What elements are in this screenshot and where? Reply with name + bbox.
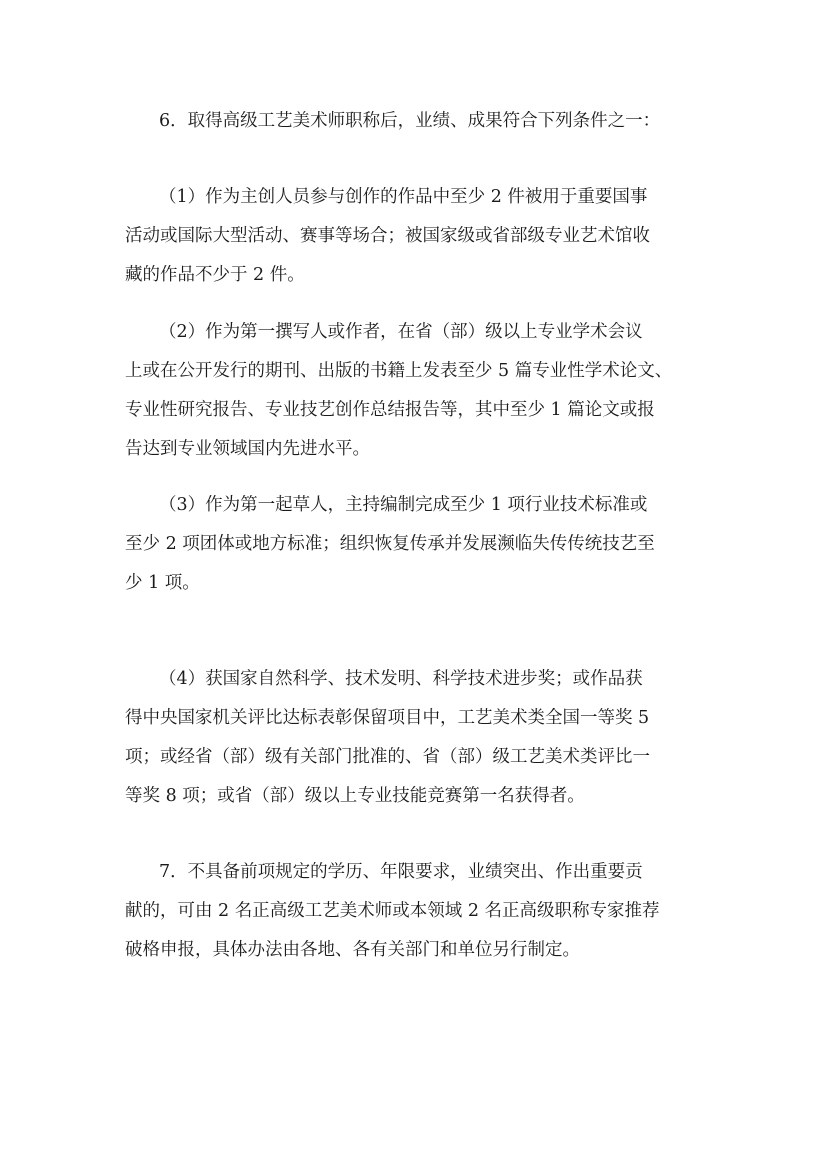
paragraph-item-6-1: [125, 178, 725, 295]
paragraph-item-6-4: [125, 660, 725, 816]
text-line: 得中央国家机关评比达标表彰保留项目中，工艺美术类全国一等奖 5: [125, 708, 650, 728]
text-line: （2）作为第一撰写人或作者，在省（部）级以上专业学术会议: [159, 322, 643, 342]
text-line: 献的，可由 2 名正高级工艺美术师或本领域 2 名正高级职称专家推荐: [125, 901, 660, 921]
text-line: 活动或国际大型活动、赛事等场合；被国家级或省部级专业艺术馆收: [125, 226, 650, 246]
text-line: 藏的作品不少于 2 件。: [125, 265, 305, 285]
text-line: 破格申报，具体办法由各地、各有关部门和单位另行制定。: [125, 940, 580, 960]
text-line: （4）获国家自然科学、技术发明、科学技术进步奖；或作品获: [159, 669, 643, 689]
text-line: （3）作为第一起草人，主持编制完成至少 1 项行业技术标准或: [159, 495, 648, 515]
paragraph-item-7: [125, 853, 725, 970]
text-line: （1）作为主创人员参与创作的作品中至少 2 件被用于重要国事: [159, 187, 648, 207]
text-line: 7．不具备前项规定的学历、年限要求，业绩突出、作出重要贡: [159, 862, 643, 882]
text-line: 至少 2 项团体或地方标准；组织恢复传承并发展濒临失传传统技艺至: [125, 534, 655, 554]
text-line: 告达到专业领域国内先进水平。: [125, 439, 370, 459]
paragraph-item-6-3: [125, 486, 725, 603]
text-line: 专业性研究报告、专业技艺创作总结报告等，其中至少 1 篇论文或报: [125, 400, 655, 420]
text-line: 6．取得高级工艺美术师职称后，业绩、成果符合下列条件之一：: [159, 111, 661, 131]
text-line: 等奖 8 项；或省（部）级以上专业技能竞赛第一名获得者。: [125, 786, 585, 806]
text-line: 上或在公开发行的期刊、出版的书籍上发表至少 5 篇专业性学术论文、: [125, 361, 673, 381]
paragraph-item-6: [125, 102, 725, 141]
paragraph-item-6-2: [125, 313, 725, 469]
text-line: 项；或经省（部）级有关部门批准的、省（部）级工艺美术类评比一: [125, 747, 650, 767]
text-line: 少 1 项。: [125, 573, 200, 593]
